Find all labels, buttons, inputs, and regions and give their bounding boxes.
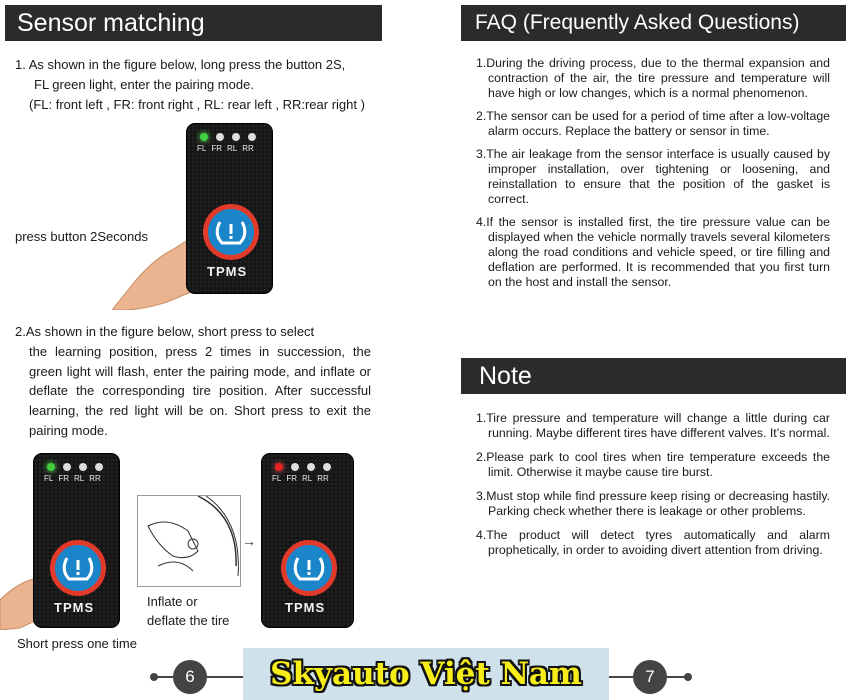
led-label-fl: FL [197, 144, 207, 153]
led-label-fr: FR [286, 474, 298, 483]
faq-header [461, 5, 846, 41]
tpms-button[interactable] [281, 540, 337, 596]
faq-item: 1.During the driving process, due to the thermal expansion and contraction of the air, the tire pressure and temperature will have high or low changes, which is a normal phenomenon. [476, 56, 830, 100]
led-label-fl: FL [272, 474, 282, 483]
note-item: 3.Must stop while find pressure keep rising or decreasing hastily. Parking check whether there is leakage or other problems. [476, 489, 830, 518]
led-rr [248, 133, 256, 141]
note-item: 1.Tire pressure and temperature will change a little during car running. Maybe different tires have different valves. It’s normal. [476, 411, 830, 440]
led-label-rl: RL [302, 474, 313, 483]
led-rr [95, 463, 103, 471]
led-fr [216, 133, 224, 141]
tire-pressure-warning-icon [61, 553, 95, 583]
inflate-caption-line2: deflate the tire [147, 613, 230, 628]
note-title: Note [479, 361, 532, 390]
led-labels [272, 474, 329, 483]
led-label-fr: FR [211, 144, 223, 153]
faq-item: 4.If the sensor is installed first, the tire pressure value can be displayed when the vehicle normally travels several kilometers along the road conditions and vehicle speed, or tire filling and deflation are performed. It is recommended that you first turn on the host and install the sensor. [476, 215, 830, 289]
inflate-caption-line1: Inflate or [147, 594, 198, 609]
faq-item: 2.The sensor can be used for a period of time after a low-voltage alarm occurs. Replace the battery or sensor in time. [476, 109, 830, 138]
led-fl-red [275, 463, 283, 471]
led-label-fl: FL [44, 474, 54, 483]
note-item: 2.Please park to cool tires when tire temperature exceeds the limit. Otherwise it maybe cause tire burst. [476, 450, 830, 479]
step1-line2: FL green light, enter the pairing mode. [34, 77, 254, 92]
inflate-tire-illustration [137, 495, 241, 587]
sensor-matching-header [5, 5, 382, 41]
arrow-icon: → [242, 533, 256, 549]
page-line-decoration [206, 676, 243, 678]
tpms-button[interactable] [203, 204, 259, 260]
tire-icon [138, 496, 240, 586]
watermark-text: Skyauto Việt Nam [270, 656, 582, 692]
led-rl [79, 463, 87, 471]
page-line-decoration [666, 676, 686, 678]
led-label-rl: RL [227, 144, 238, 153]
led-rr [323, 463, 331, 471]
page-number-7 [633, 660, 667, 694]
step2-instructions [15, 322, 371, 441]
faq-item: 3.The air leakage from the sensor interface is usually caused by improper installation, over tightening or loosening, and reinstallation to ensure that the position of the gasket is correct. [476, 147, 830, 206]
led-row [47, 463, 103, 471]
led-label-rr: RR [242, 144, 254, 153]
led-fr [291, 463, 299, 471]
tpms-device-short-press [33, 453, 120, 628]
led-rl [307, 463, 315, 471]
page-number-text: 6 [185, 667, 195, 686]
led-fr [63, 463, 71, 471]
tpms-brand-label: TPMS [207, 264, 248, 279]
led-labels [44, 474, 101, 483]
page-line-decoration [609, 676, 635, 678]
led-rl [232, 133, 240, 141]
led-label-fr: FR [58, 474, 70, 483]
faq-title: FAQ (Frequently Asked Questions) [475, 11, 800, 34]
tire-pressure-warning-icon [292, 553, 326, 583]
press-button-caption: press button 2Seconds [15, 229, 148, 244]
page-number-6 [173, 660, 207, 694]
step1-line1: 1. As shown in the figure below, long press the button 2S, [15, 57, 346, 72]
led-label-rr: RR [317, 474, 329, 483]
sensor-matching-title: Sensor matching [17, 8, 205, 37]
led-fl-green [200, 133, 208, 141]
led-label-rl: RL [74, 474, 85, 483]
step2-rest: the learning position, press 2 times in succession, the green light will flash, enter the pairing mode, and inflate or deflate the corresponding tire position. After successful learning, the red light will be on. Short press to exit the pairing mode. [29, 343, 371, 438]
led-labels [197, 144, 254, 153]
tpms-brand-label: TPMS [54, 600, 95, 615]
step2-line1: 2.As shown in the figure below, short press to select [15, 324, 315, 339]
step1-line3: (FL: front left , FR: front right , RL: rear left , RR:rear right ) [29, 97, 365, 112]
tire-pressure-warning-icon [214, 217, 248, 247]
step1-instructions [15, 55, 375, 115]
note-list [476, 411, 830, 567]
led-row [200, 133, 256, 141]
led-label-rr: RR [89, 474, 101, 483]
skyauto-watermark [243, 648, 609, 700]
page-dot-decoration [684, 673, 692, 681]
faq-list [476, 56, 830, 298]
page-number-text: 7 [645, 667, 655, 686]
led-fl-green [47, 463, 55, 471]
tpms-device-learned [261, 453, 354, 628]
tpms-brand-label: TPMS [285, 600, 326, 615]
note-item: 4.The product will detect tyres automatically and alarm prophetically, in order to avoiding divert attention from driving. [476, 528, 830, 557]
tpms-device-long-press [186, 123, 273, 294]
tpms-button[interactable] [50, 540, 106, 596]
note-header [461, 358, 846, 394]
short-press-caption: Short press one time [17, 636, 137, 651]
led-row [275, 463, 331, 471]
